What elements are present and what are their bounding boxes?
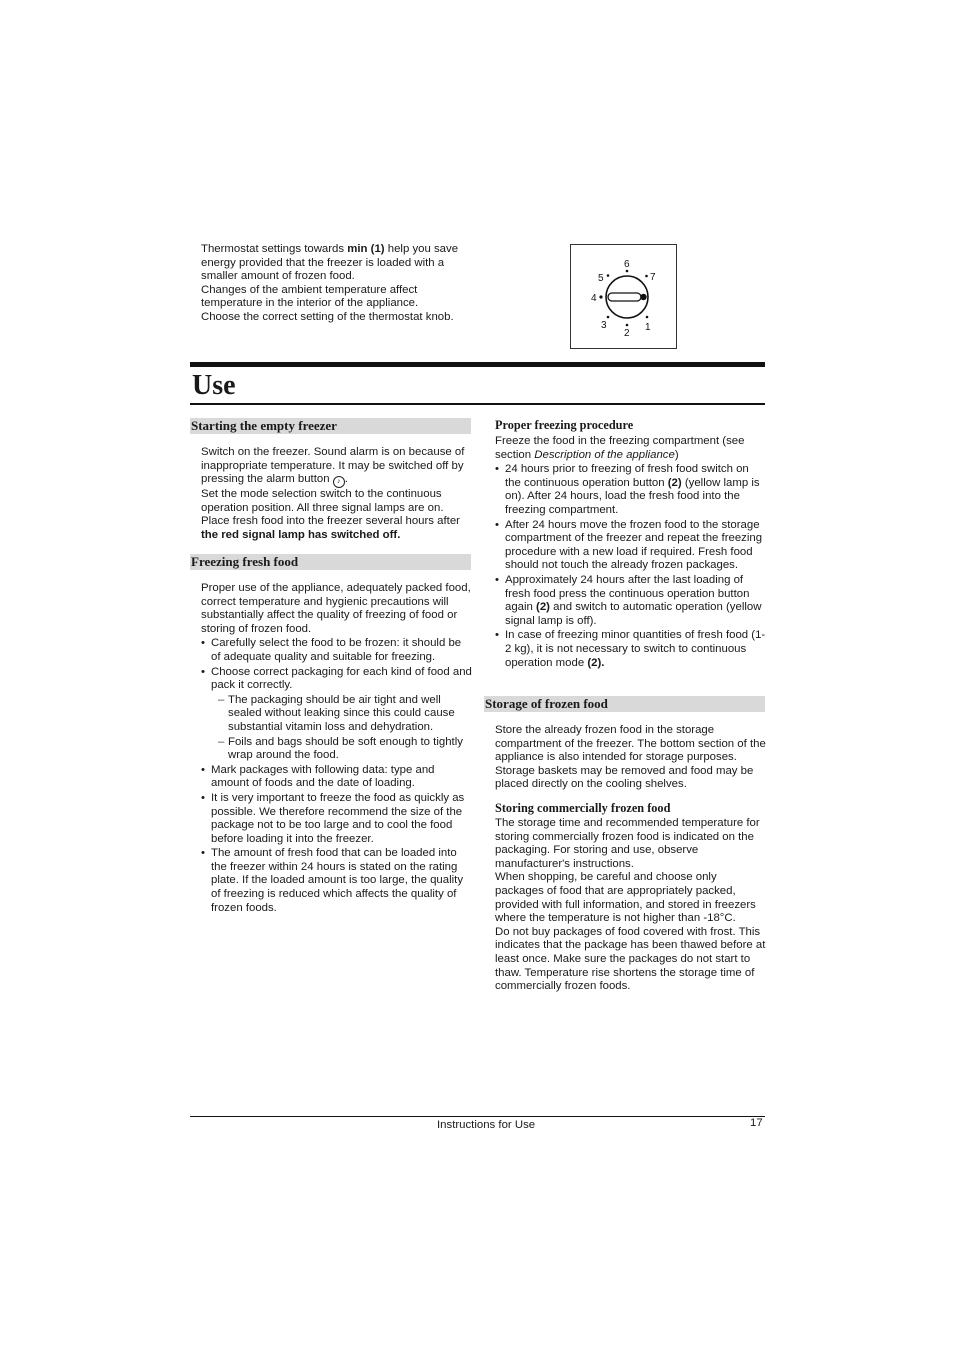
- procedure-text: Freeze the food in the freezing compartment (see section: [495, 435, 745, 461]
- heading-commercial: Storing commercially frozen food: [495, 800, 671, 815]
- alarm-button-icon: ♪: [333, 476, 345, 488]
- intro-paragraph-3: Choose the correct setting of the thermostat knob.: [201, 310, 454, 323]
- title-rule-top: [190, 362, 765, 367]
- list-item: [495, 463, 767, 517]
- footer-rule: [190, 1116, 765, 1117]
- list-item: [201, 666, 473, 763]
- freezing-list: [201, 637, 473, 915]
- knob-label-6: 6: [624, 259, 630, 270]
- procedure-list: [495, 463, 767, 670]
- starting-text: Place fresh food into the freezer several hours after: [201, 515, 460, 528]
- intro-text: Thermostat settings towards: [201, 243, 348, 255]
- knob-label-7: 7: [650, 272, 656, 283]
- section-starting: [201, 446, 473, 543]
- page-title: Use: [192, 370, 236, 401]
- list-item-text: 24 hours prior to freezing of fresh food switch on the continuous operation button: [505, 463, 749, 489]
- list-item-text: (yellow lamp is on). After 24 hours, load the fresh food into the freezing compartment.: [505, 476, 760, 516]
- starting-bold: the red signal lamp has switched off.: [201, 528, 401, 541]
- list-item: • The amount of fresh food that can be loaded into the freezer within 24 hours is stated on the rating plate. If the loaded amount is too large, the quality of freezing is reduced which affects the quality of frozen foods.: [201, 847, 473, 915]
- list-item-text: Approximately 24 hours after the last loading of fresh food press the continuous operation button again: [505, 573, 750, 614]
- packaging-sublist: [218, 694, 473, 763]
- procedure-italic: Description of the appliance: [534, 448, 675, 461]
- list-item-bold: (2): [667, 476, 682, 489]
- freezing-intro: Proper use of the appliance, adequately packed food, correct temperature and hygienic precautions will substantially affect the quality of freezing of food or storing of frozen food.: [201, 582, 471, 635]
- list-item: • Mark packages with following data: type and amount of foods and the date of loading.: [201, 764, 473, 791]
- list-item: • Carefully select the food to be frozen: it should be of adequate quality and suitable for freezing.: [201, 637, 473, 664]
- starting-text: Switch on the freezer. Sound alarm is on because of inappropriate temperature. It may be switched off by pressing the alarm button: [201, 446, 465, 486]
- knob-label-4: 4: [591, 293, 597, 304]
- knob-label-3: 3: [601, 320, 607, 331]
- list-item-text: In case of freezing minor quantities of fresh food (1-2 kg), it is not necessary to switch to continuous operation mode: [505, 629, 766, 669]
- starting-paragraph-3: [201, 515, 473, 542]
- heading-procedure: Proper freezing procedure: [495, 418, 634, 432]
- section-storage: [495, 724, 767, 994]
- list-item: [495, 629, 767, 670]
- storage-paragraph-3: When shopping, be careful and choose only packages of food that are appropriately packed, provided with full information, and stored in freezers where the temperature is not higher than -18°C.: [495, 871, 756, 925]
- section-procedure: [495, 435, 767, 671]
- list-item: [495, 574, 767, 628]
- procedure-intro: [495, 435, 767, 462]
- thermostat-knob-diagram: [570, 244, 677, 349]
- starting-paragraph-2: Set the mode selection switch to the continuous operation position. All three signal lamps are on.: [201, 488, 444, 514]
- footer-label: Instructions for Use: [437, 1119, 536, 1131]
- section-freezing: [201, 582, 473, 916]
- knob-label-5: 5: [598, 273, 604, 284]
- sublist-item: – Foils and bags should be soft enough to tightly wrap around the food.: [218, 736, 473, 763]
- thermostat-intro: [201, 243, 476, 325]
- list-item-bold: (2).: [587, 656, 605, 669]
- knob-label-1: 1: [645, 322, 651, 333]
- title-rule-bottom: [190, 403, 765, 405]
- storage-paragraph-1: Store the already frozen food in the storage compartment of the freezer. The bottom section of the appliance is also intended for storage purposes. Storage baskets may be removed and food may be placed directly on the cooling shelves.: [495, 724, 766, 791]
- heading-storage: Storage of frozen food: [484, 696, 765, 712]
- intro-bold: min (1): [347, 243, 385, 255]
- starting-paragraph-1: [201, 446, 473, 488]
- list-item-text: Choose correct packaging for each kind of food and pack it correctly.: [211, 665, 472, 692]
- heading-starting: Starting the empty freezer: [190, 418, 471, 434]
- starting-text: .: [344, 473, 348, 486]
- sublist-item: – The packaging should be air tight and well sealed without leaking since this could cause substantial vitamin loss and dehydration.: [218, 694, 473, 735]
- list-item-text: and switch to automatic operation (yellow signal lamp is off).: [505, 601, 762, 627]
- page-number: 17: [750, 1117, 763, 1129]
- storage-paragraph-2: The storage time and recommended temperature for storing commercially frozen food is indicated on the packaging. For storing and use, observe manufacturer's instructions.: [495, 816, 760, 870]
- intro-paragraph-2: Changes of the ambient temperature affect temperature in the interior of the appliance.: [201, 283, 419, 310]
- thermostat-knob-icon: [571, 245, 676, 348]
- list-item: • It is very important to freeze the food as quickly as possible. We therefore recommend the size of the package not to be too large and to cool the food before loading it into the freezer.: [201, 792, 473, 846]
- storage-paragraph-4: Do not buy packages of food covered with frost. This indicates that the package has been thawed before at least once. Make sure the packages do not start to thaw. Temperature rise shortens the storage time of commercially frozen foods.: [495, 925, 766, 993]
- intro-text: help you save energy provided that the freezer is loaded with a smaller amount of frozen food.: [201, 243, 459, 283]
- list-item-bold: (2): [536, 601, 550, 614]
- intro-paragraph-1: [201, 243, 476, 284]
- knob-label-2: 2: [624, 328, 630, 339]
- heading-freezing: Freezing fresh food: [190, 554, 471, 570]
- list-item: • After 24 hours move the frozen food to the storage compartment of the freezer and repeat the freezing procedure with a new load if required. Fresh food should not touch the already frozen packages.: [495, 519, 767, 573]
- procedure-text: ): [674, 448, 679, 461]
